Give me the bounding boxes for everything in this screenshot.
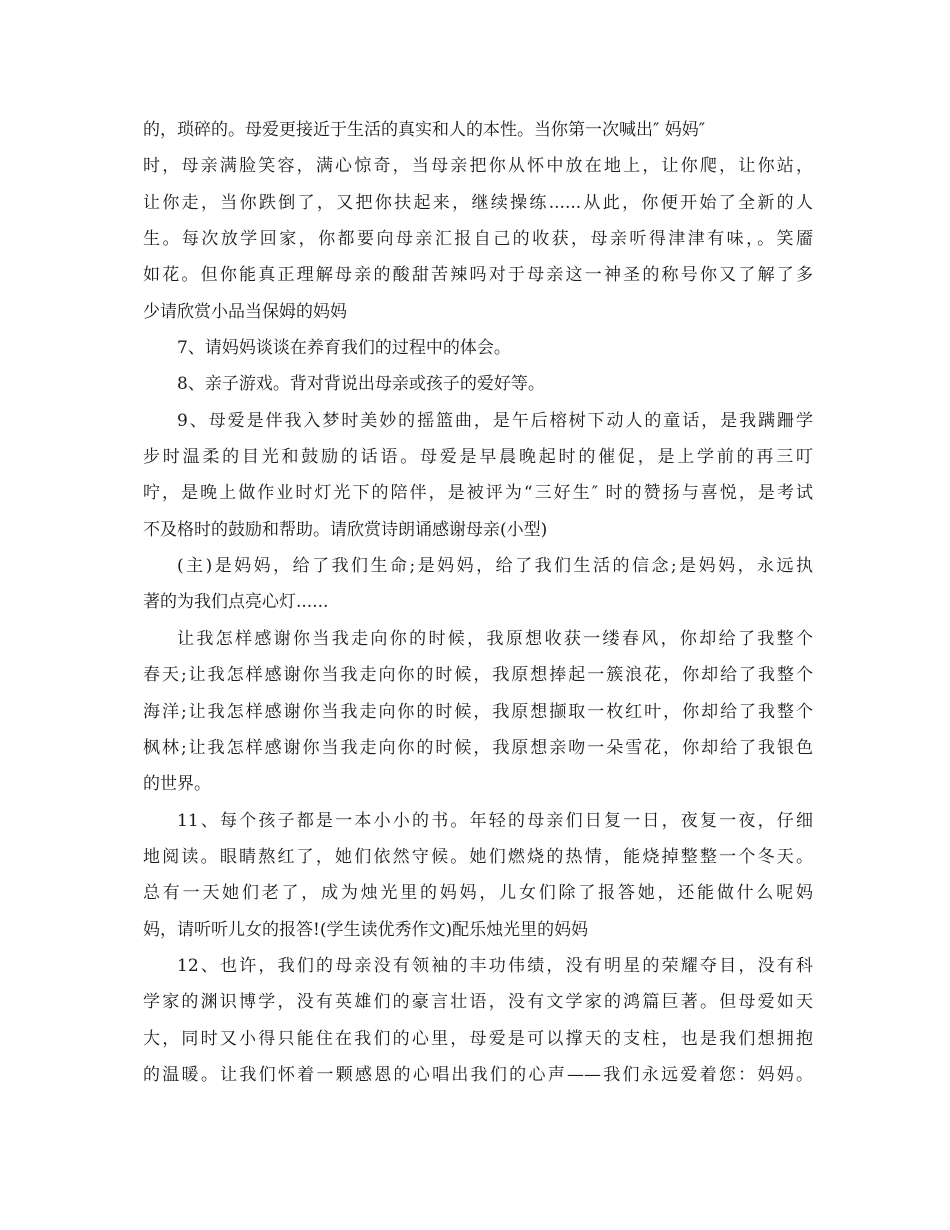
text-line: 不及格时的鼓励和帮助。请欣赏诗朗诵感谢母亲(小型) [143,519,548,540]
text-line: 9、母爱是伴我入梦时美妙的摇篮曲，是午后榕树下动人的童话，是我蹒跚学 [177,410,813,431]
text-line: 让你走，当你跌倒了，又把你扶起来，继续操练......从此，你便开始了全新的人 [143,192,813,213]
text-line: 7、请妈妈谈谈在养育我们的过程中的体会。 [177,338,511,359]
text-line: 妈，请听听儿女的报答!(学生读优秀作文)配乐烛光里的妈妈 [143,919,589,940]
text-line: 的温暖。让我们怀着一颗感恩的心唱出我们的心声——我们永远爱着您：妈妈。 [143,1064,813,1085]
text-line: 咛，是晚上做作业时灯光下的陪伴，是被评为“三好生″ 时的赞扬与喜悦，是考试 [143,483,813,504]
text-line: 大，同时又小得只能住在我们的心里，母爱是可以撑天的支柱，也是我们想拥抱 [143,1028,813,1049]
text-line: 12、也许，我们的母亲没有领袖的丰功伟绩，没有明星的荣耀夺目，没有科 [177,955,813,976]
text-line: 步时温柔的目光和鼓励的话语。母爱是早晨晚起时的催促，是上学前的再三叮 [143,447,813,468]
text-line: 生。每次放学回家，你都要向母亲汇报自己的收获，母亲听得津津有味，。笑靥 [143,229,813,250]
text-line: 枫林;让我怎样感谢你当我走向你的时候，我原想亲吻一朵雪花，你却给了我银色 [143,737,813,758]
text-line: 11、每个孩子都是一本小小的书。年轻的母亲们日复一日，夜复一夜，仔细 [177,810,813,831]
text-line: 著的为我们点亮心灯...... [143,592,329,613]
text-line: 地阅读。眼睛熬红了，她们依然守候。她们燃烧的热情，能烧掉整整一个冬天。 [143,846,813,867]
text-line: 让我怎样感谢你当我走向你的时候，我原想收获一缕春风，你却给了我整个 [177,628,813,649]
text-line: 少请欣赏小品当保姆的妈妈 [143,301,347,322]
document-body [143,112,813,1093]
text-line: 总有一天她们老了，成为烛光里的妈妈，儿女们除了报答她，还能做什么呢妈 [143,883,813,904]
text-line: (主)是妈妈，给了我们生命;是妈妈，给了我们生活的信念;是妈妈，永远执 [177,556,813,577]
text-line: 学家的渊识博学，没有英雄们的豪言壮语，没有文学家的鸿篇巨著。但母爱如天 [143,992,813,1013]
text-line: 春天;让我怎样感谢你当我走向你的时候，我原想捧起一簇浪花，你却给了我整个 [143,665,813,686]
text-line: 的，琐碎的。母爱更接近于生活的真实和人的本性。当你第一次喊出″ 妈妈″ [143,120,706,140]
text-line: 的世界。 [143,774,211,795]
text-line: 时，母亲满脸笑容，满心惊奇，当母亲把你从怀中放在地上，让你爬，让你站， [143,156,813,177]
text-line: 如花。但你能真正理解母亲的酸甜苦辣吗对于母亲这一神圣的称号你又了解了多 [143,265,813,286]
text-line: 8、亲子游戏。背对背说出母亲或孩子的爱好等。 [177,374,545,395]
text-line: 海洋;让我怎样感谢你当我走向你的时候，我原想撷取一枚红叶，你却给了我整个 [143,701,813,722]
